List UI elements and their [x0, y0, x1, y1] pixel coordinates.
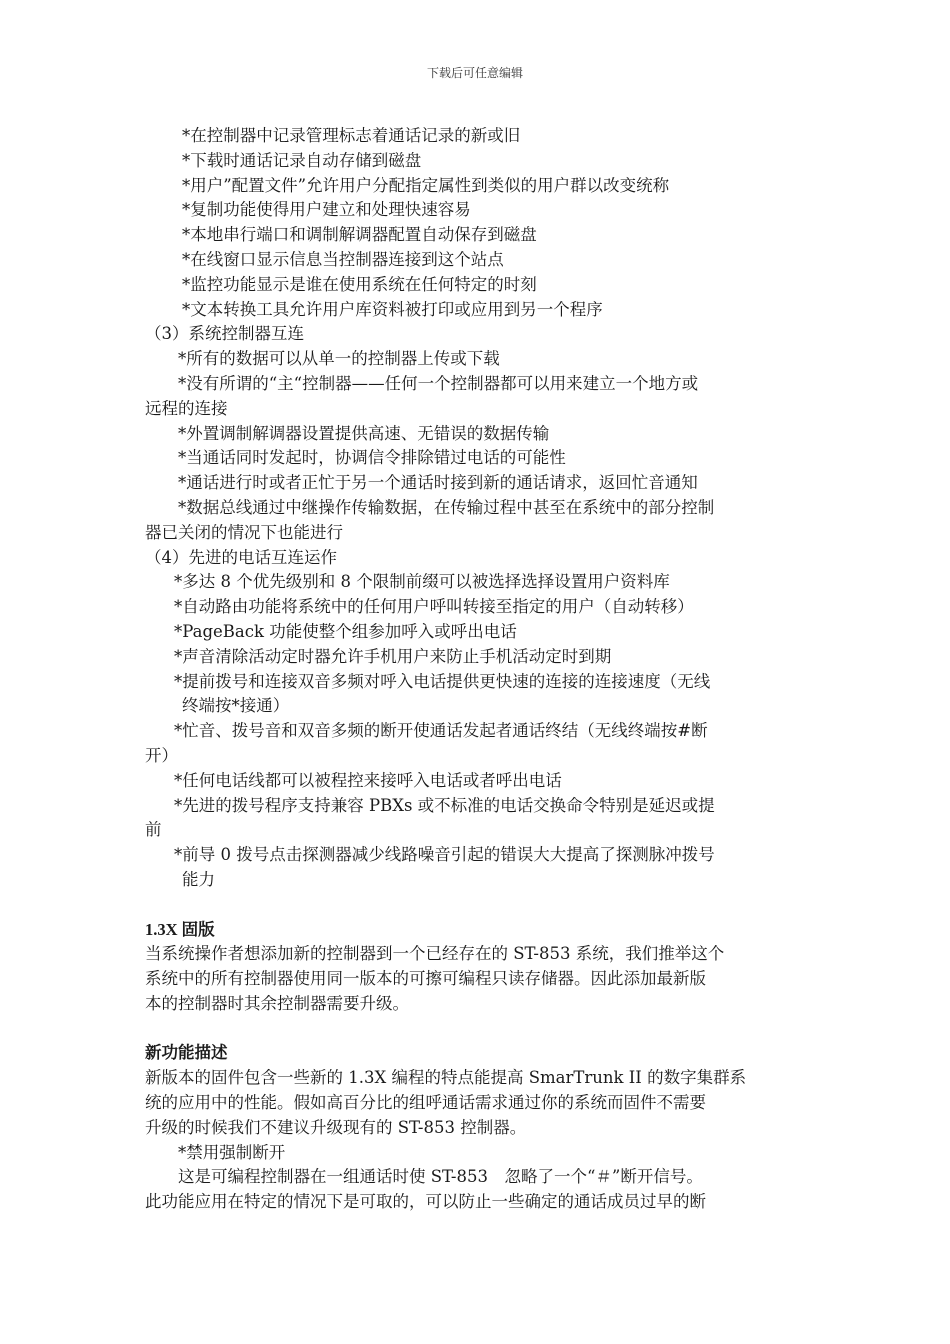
document-body [145, 124, 807, 1215]
list-item: *当通话同时发起时，协调信令排除错过电话的可能性 [178, 448, 566, 468]
list-item-continuation: 远程的连接 [145, 398, 228, 418]
paragraph-line: 系统中的所有控制器使用同一版本的可擦可编程只读存储器。因此添加最新版 [145, 969, 706, 989]
list-item: *数据总线通过中继操作传输数据，在传输过程中甚至在系统中的部分控制 [178, 497, 715, 517]
paragraph-line: 当系统操作者想添加新的控制器到一个已经存在的 ST-853 系统，我们推举这个 [145, 944, 725, 964]
paragraph-line: 此功能应用在特定的情况下是可取的，可以防止一些确定的通话成员过早的断 [145, 1192, 706, 1212]
new-features-heading: 新功能描述 [145, 1043, 228, 1063]
list-item: *忙音、拨号音和双音多频的断开使通话发起者通话终结（无线终端按#断 [174, 721, 708, 741]
list-item-continuation: 开） [145, 745, 178, 765]
list-item: *自动路由功能将系统中的任何用户呼叫转接至指定的用户（自动转移） [174, 597, 694, 617]
list-item: *在线窗口显示信息当控制器连接到这个站点 [182, 249, 504, 269]
list-item: *禁用强制断开 [178, 1142, 286, 1162]
list-item: *没有所谓的“主“控制器——任何一个控制器都可以用来建立一个地方或 [178, 373, 699, 393]
list-item: *下载时通话记录自动存储到磁盘 [182, 150, 422, 170]
paragraph-line: 本的控制器时其余控制器需要升级。 [145, 993, 409, 1013]
list-item: *复制功能使得用户建立和处理快速容易 [182, 200, 471, 220]
list-item: *所有的数据可以从单一的控制器上传或下载 [178, 349, 500, 369]
list-item: *本地串行端口和调制解调器配置自动保存到磁盘 [182, 225, 537, 245]
paragraph-line: 新版本的固件包含一些新的 1.3X 编程的特点能提高 SmarTrunk II 的数字集群系 [145, 1068, 747, 1088]
page-header: 下载后可任意编辑 [426, 66, 523, 80]
list-item: *监控功能显示是谁在使用系统在任何特定的时刻 [182, 274, 537, 294]
list-item: *任何电话线都可以被程控来接呼入电话或者呼出电话 [174, 770, 562, 790]
list-item-continuation: 能力 [182, 869, 215, 889]
section-4-title: （4）先进的电话互连运作 [145, 547, 337, 567]
list-item: *先进的拨号程序支持兼容 PBXs 或不标准的电话交换命令特别是延迟或提 [174, 795, 715, 815]
list-item: *PageBack 功能使整个组参加呼入或呼出电话 [174, 621, 517, 641]
list-item: *外置调制解调器设置提供高速、无错误的数据传输 [178, 423, 550, 443]
section-3-title: （3）系统控制器互连 [145, 324, 304, 344]
list-item-continuation: 器已关闭的情况下也能进行 [145, 522, 343, 542]
paragraph-line: 升级的时候我们不建议升级现有的 ST-853 控制器。 [145, 1117, 527, 1137]
list-item-continuation: 终端按*接通） [182, 696, 290, 716]
paragraph-line: 统的应用中的性能。假如高百分比的组呼通话需求通过你的系统而固件不需要 [145, 1093, 706, 1113]
list-item: *文本转换工具允许用户库资料被打印或应用到另一个程序 [182, 299, 603, 319]
paragraph-line: 这是可编程控制器在一组通话时使 ST-853 忽略了一个“＃”断开信号。 [178, 1167, 703, 1187]
list-item: *用户”配置文件”允许用户分配指定属性到类似的用户群以改变统称 [182, 175, 670, 195]
list-item: *前导 0 拨号点击探测器减少线路噪音引起的错误大大提高了探测脉冲拨号 [174, 845, 715, 865]
list-item: *在控制器中记录管理标志着通话记录的新或旧 [182, 126, 521, 145]
firmware-heading: 1.3X 固版 [145, 919, 215, 939]
list-item: *通话进行时或者正忙于另一个通话时接到新的通话请求，返回忙音通知 [178, 473, 698, 493]
list-item: *提前拨号和连接双音多频对呼入电话提供更快速的连接的连接速度（无线 [174, 671, 711, 691]
list-item: *声音清除活动定时器允许手机用户来防止手机活动定时到期 [174, 646, 612, 666]
list-item-continuation: 前 [145, 820, 162, 840]
list-item: *多达 8 个优先级别和 8 个限制前缀可以被选择选择设置用户资料库 [174, 572, 670, 592]
